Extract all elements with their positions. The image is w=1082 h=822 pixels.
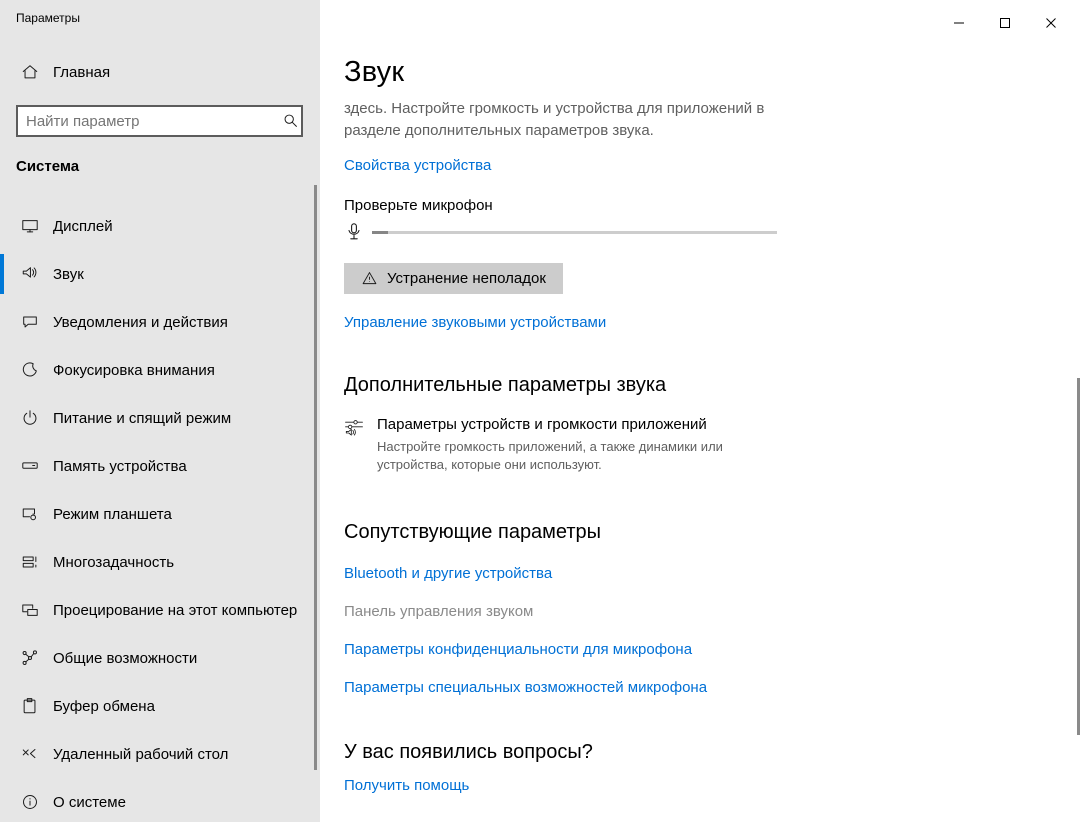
sidebar-item-shared-experiences[interactable]: Общие возможности xyxy=(0,638,320,678)
remote-desktop-icon xyxy=(20,744,40,764)
selected-indicator xyxy=(0,254,4,294)
maximize-button[interactable] xyxy=(982,9,1028,37)
manage-sound-devices-link[interactable]: Управление звуковыми устройствами xyxy=(344,314,607,331)
microphone-icon xyxy=(344,222,364,242)
power-icon xyxy=(20,408,40,428)
project-icon xyxy=(20,600,40,620)
sidebar-item-sound[interactable]: Звук xyxy=(0,254,320,294)
tablet-icon xyxy=(20,504,40,524)
search-box xyxy=(16,105,303,137)
display-icon xyxy=(20,216,40,236)
search-icon xyxy=(281,111,301,131)
related-section-title: Сопутствующие параметры xyxy=(344,521,602,543)
main-content xyxy=(320,0,1082,822)
selected-indicator xyxy=(0,638,4,678)
selected-indicator xyxy=(0,590,4,630)
selected-indicator xyxy=(0,542,4,582)
sidebar-item-tablet-mode[interactable]: Режим планшета xyxy=(0,494,320,534)
sound-control-panel-link[interactable]: Панель управления звуком xyxy=(344,603,534,620)
window-controls xyxy=(936,9,1074,37)
selected-indicator xyxy=(0,302,4,342)
microphone-accessibility-link[interactable]: Параметры специальных возможностей микрофона xyxy=(344,679,708,696)
app-volume-preferences-item[interactable] xyxy=(344,416,814,474)
mic-level-track xyxy=(372,231,777,234)
search-input[interactable] xyxy=(18,113,281,130)
maximize-icon xyxy=(999,17,1011,29)
mic-test-meter xyxy=(344,222,814,242)
get-help-link[interactable]: Получить помощь xyxy=(344,777,470,794)
selected-indicator xyxy=(0,206,4,246)
bluetooth-devices-link[interactable]: Bluetooth и другие устройства xyxy=(344,565,553,582)
sidebar-item-focus-assist[interactable]: Фокусировка внимания xyxy=(0,350,320,390)
home-icon xyxy=(20,62,40,82)
minimize-icon xyxy=(953,17,965,29)
troubleshoot-button[interactable]: Устранение неполадок xyxy=(344,263,563,294)
shared-experiences-icon xyxy=(20,648,40,668)
selected-indicator xyxy=(0,446,4,486)
sidebar-nav xyxy=(0,206,320,822)
main-scrollbar-thumb[interactable] xyxy=(1077,378,1080,735)
sound-icon xyxy=(20,264,40,284)
sidebar-item-remote-desktop[interactable]: Удаленный рабочий стол xyxy=(0,734,320,774)
device-properties-link[interactable]: Свойства устройства xyxy=(344,157,492,174)
sidebar-item-clipboard[interactable]: Буфер обмена xyxy=(0,686,320,726)
sidebar-item-display[interactable]: Дисплей xyxy=(0,206,320,246)
about-icon xyxy=(20,792,40,812)
volume-mixer-icon xyxy=(344,418,364,438)
sidebar-item-notifications[interactable]: Уведомления и действия xyxy=(0,302,320,342)
app-volume-preferences-title: Параметры устройств и громкости приложений xyxy=(377,416,707,433)
intro-text: здесь. Настройте громкость и устройства для приложений в разделе дополнительных параметров звука. xyxy=(344,100,765,139)
selected-indicator xyxy=(0,734,4,774)
selected-indicator xyxy=(0,398,4,438)
storage-icon xyxy=(20,456,40,476)
sidebar-item-home[interactable] xyxy=(20,62,110,82)
close-icon xyxy=(1045,17,1057,29)
sidebar-scrollbar-thumb[interactable] xyxy=(314,185,317,770)
focus-icon xyxy=(20,360,40,380)
multitasking-icon xyxy=(20,552,40,572)
advanced-section-title: Дополнительные параметры звука xyxy=(344,374,667,396)
close-button[interactable] xyxy=(1028,9,1074,37)
sidebar-item-storage[interactable]: Память устройства xyxy=(0,446,320,486)
sidebar-item-projecting[interactable]: Проецирование на этот компьютер xyxy=(0,590,320,630)
clipboard-icon xyxy=(20,696,40,716)
sidebar-item-about[interactable]: О системе xyxy=(0,782,320,822)
page-title: Звук xyxy=(344,56,405,88)
warning-icon xyxy=(361,270,378,287)
sidebar-section-title: Система xyxy=(16,158,80,175)
selected-indicator xyxy=(0,686,4,726)
sidebar xyxy=(0,0,320,822)
selected-indicator xyxy=(0,350,4,390)
app-volume-preferences-description: Настройте громкость приложений, а также динамики или устройства, которые они используют. xyxy=(377,439,723,472)
sidebar-home-label: Главная xyxy=(53,63,111,81)
help-section-title: У вас появились вопросы? xyxy=(344,741,593,763)
mic-test-label: Проверьте микрофон xyxy=(344,197,493,214)
microphone-privacy-link[interactable]: Параметры конфиденциальности для микрофона xyxy=(344,641,693,658)
sidebar-item-multitasking[interactable]: Многозадачность xyxy=(0,542,320,582)
selected-indicator xyxy=(0,782,4,822)
selected-indicator xyxy=(0,494,4,534)
notifications-icon xyxy=(20,312,40,332)
mic-level-fill xyxy=(372,231,388,234)
sidebar-item-power-sleep[interactable]: Питание и спящий режим xyxy=(0,398,320,438)
app-title: Параметры xyxy=(16,11,80,25)
minimize-button[interactable] xyxy=(936,9,982,37)
